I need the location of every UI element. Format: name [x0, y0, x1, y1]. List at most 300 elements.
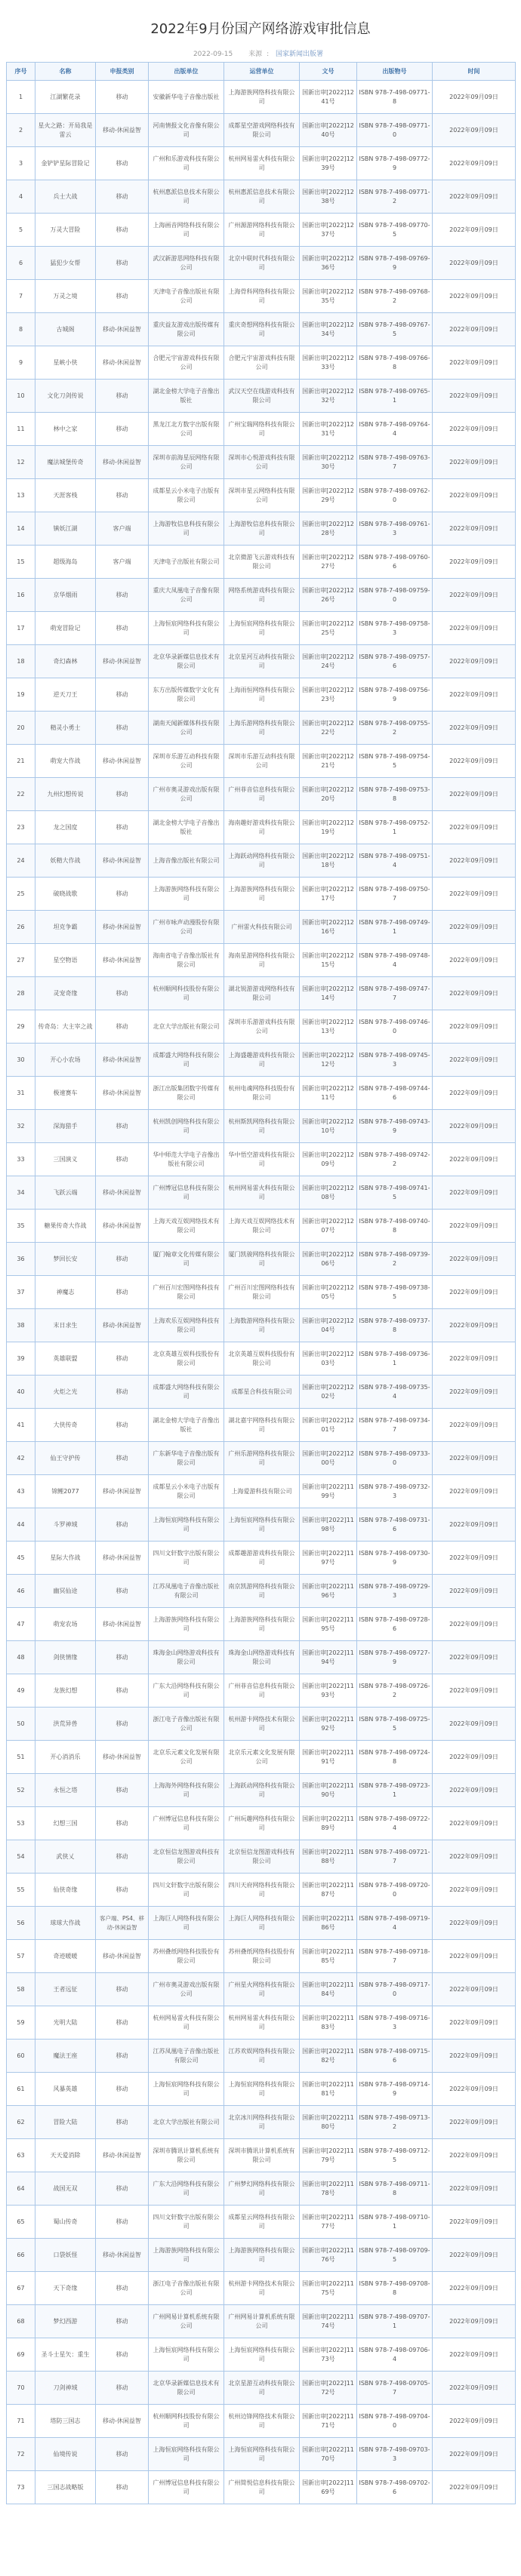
row-index: 9	[7, 346, 35, 380]
approval-number: 国新出审[2022]1206号	[300, 1243, 357, 1276]
approval-number: 国新出审[2022]1228号	[300, 512, 357, 546]
approval-number: 国新出审[2022]1199号	[300, 1475, 357, 1508]
approval-date: 2022年09月09日	[433, 1708, 516, 1741]
category: 移动-休闲益智	[96, 844, 149, 878]
table-row	[7, 2239, 516, 2272]
category: 移动	[96, 380, 149, 413]
approval-date: 2022年09月09日	[433, 1110, 516, 1143]
source-label: 来源 : 国家新闻出版署	[248, 51, 324, 58]
operator: 杭州游卡网络技术有限公司	[224, 2272, 300, 2305]
isbn-number: ISBN 978-7-498-09702-6	[357, 2471, 433, 2504]
approval-date: 2022年09月09日	[433, 1542, 516, 1575]
table-row	[7, 1608, 516, 1641]
game-name: 剑侠情缘	[35, 1641, 96, 1674]
isbn-number: ISBN 978-7-498-09745-3	[357, 1044, 433, 1077]
row-index: 69	[7, 2338, 35, 2372]
publisher: 成都星云小米电子出版有限公司	[149, 1475, 224, 1508]
category: 移动	[96, 1442, 149, 1475]
row-index: 54	[7, 1840, 35, 1874]
game-name: 梦幻西游	[35, 2305, 96, 2338]
category: 移动-休闲益智	[96, 2139, 149, 2172]
approval-number: 国新出审[2022]1201号	[300, 1409, 357, 1442]
approval-date: 2022年09月09日	[433, 1309, 516, 1342]
approval-number: 国新出审[2022]1207号	[300, 1210, 357, 1243]
operator: 上海数游网络科技有限公司	[224, 1309, 300, 1342]
table-row	[7, 2272, 516, 2305]
publisher: 天津电子出版社有限公司	[149, 546, 224, 579]
publisher: 四川文轩数字出版有限公司	[149, 2206, 224, 2239]
operator: 上海游牧信息科技有限公司	[224, 512, 300, 546]
table-row	[7, 977, 516, 1010]
table-row	[7, 2006, 516, 2040]
category: 移动-休闲益智	[96, 1608, 149, 1641]
publisher: 江苏凤凰电子音像出版社有限公司	[149, 1575, 224, 1608]
operator: 北京冰川网络科技有限公司	[224, 2106, 300, 2139]
row-index: 3	[7, 147, 35, 180]
approval-date: 2022年09月09日	[433, 479, 516, 512]
operator: 广州乐游网络科技有限公司	[224, 1442, 300, 1475]
game-name: 妖精大作战	[35, 844, 96, 878]
approval-number: 国新出审[2022]1240号	[300, 114, 357, 147]
row-index: 37	[7, 1276, 35, 1309]
table-row	[7, 2438, 516, 2471]
publisher: 武汉新游思网络科技有限公司	[149, 247, 224, 280]
publisher: 安徽新华电子音像出版社	[149, 81, 224, 114]
header-operator: 运营单位	[224, 63, 300, 81]
category: 移动	[96, 2471, 149, 2504]
approval-number: 国新出审[2022]1212号	[300, 1044, 357, 1077]
category: 移动	[96, 778, 149, 811]
publisher: 成都星云小米电子出版有限公司	[149, 479, 224, 512]
approval-date: 2022年09月09日	[433, 1840, 516, 1874]
row-index: 53	[7, 1807, 35, 1840]
table-row	[7, 2305, 516, 2338]
table-row	[7, 1243, 516, 1276]
isbn-number: ISBN 978-7-498-09705-7	[357, 2372, 433, 2405]
publisher: 河南情报文化音像有限公司	[149, 114, 224, 147]
operator: 广州星火网络科技有限公司	[224, 1973, 300, 2006]
game-name: 天涯客栈	[35, 479, 96, 512]
operator: 华中悟空游戏科技有限公司	[224, 1143, 300, 1176]
row-index: 12	[7, 446, 35, 479]
approval-date: 2022年09月09日	[433, 1940, 516, 1973]
isbn-number: ISBN 978-7-498-09718-7	[357, 1940, 433, 1973]
category: 移动	[96, 1708, 149, 1741]
table-row	[7, 1276, 516, 1309]
row-index: 40	[7, 1376, 35, 1409]
row-index: 73	[7, 2471, 35, 2504]
category: 移动	[96, 1243, 149, 1276]
isbn-number: ISBN 978-7-498-09720-0	[357, 1874, 433, 1907]
table-row	[7, 844, 516, 878]
category: 移动	[96, 811, 149, 844]
operator: 广州梦幻网络科技有限公司	[224, 2172, 300, 2206]
publisher: 广州博冠信息科技有限公司	[149, 1807, 224, 1840]
operator: 上海游族网络科技有限公司	[224, 878, 300, 911]
operator: 上海恒宸网络科技有限公司	[224, 2073, 300, 2106]
approval-date: 2022年09月09日	[433, 712, 516, 745]
table-row	[7, 1840, 516, 1874]
row-index: 6	[7, 247, 35, 280]
game-name: 深海猎手	[35, 1110, 96, 1143]
game-name: 塔防三国志	[35, 2405, 96, 2438]
game-name: 古城阁	[35, 313, 96, 346]
approval-date: 2022年09月09日	[433, 2272, 516, 2305]
category: 移动	[96, 1874, 149, 1907]
isbn-number: ISBN 978-7-498-09738-5	[357, 1276, 433, 1309]
category: 移动	[96, 1774, 149, 1807]
game-name: 梦回长安	[35, 1243, 96, 1276]
operator: 杭州游卡网络技术有限公司	[224, 1708, 300, 1741]
category: 移动	[96, 1010, 149, 1044]
approval-number: 国新出审[2022]1198号	[300, 1508, 357, 1542]
publisher: 浙江电子音像出版社有限公司	[149, 2272, 224, 2305]
publisher: 成都盛大网络科技有限公司	[149, 1044, 224, 1077]
game-name: 战国无双	[35, 2172, 96, 2206]
approval-date: 2022年09月09日	[433, 1409, 516, 1442]
table-row	[7, 2040, 516, 2073]
operator: 广州玩趣网络科技有限公司	[224, 1807, 300, 1840]
category: 移动-休闲益智	[96, 645, 149, 678]
operator: 北京星河互动科技有限公司	[224, 645, 300, 678]
game-name: 精灵小勇士	[35, 712, 96, 745]
publisher: 上海恒宸网络科技有限公司	[149, 1508, 224, 1542]
row-index: 48	[7, 1641, 35, 1674]
table-row	[7, 1342, 516, 1376]
operator: 上海恒宸网络科技有限公司	[224, 2338, 300, 2372]
operator: 江苏欢娱网络科技有限公司	[224, 2040, 300, 2073]
source-name[interactable]: 国家新闻出版署	[276, 51, 324, 58]
isbn-number: ISBN 978-7-498-09760-6	[357, 546, 433, 579]
row-index: 71	[7, 2405, 35, 2438]
isbn-number: ISBN 978-7-498-09771-2	[357, 180, 433, 214]
table-row	[7, 1044, 516, 1077]
approval-date: 2022年09月09日	[433, 977, 516, 1010]
table-row	[7, 2206, 516, 2239]
isbn-number: ISBN 978-7-498-09710-1	[357, 2206, 433, 2239]
publisher: 上海恒宸网络科技有限公司	[149, 2438, 224, 2471]
approval-date: 2022年09月09日	[433, 1475, 516, 1508]
table-row	[7, 380, 516, 413]
approval-date: 2022年09月09日	[433, 2206, 516, 2239]
table-row	[7, 1143, 516, 1176]
table-row	[7, 313, 516, 346]
approval-number: 国新出审[2022]1209号	[300, 1143, 357, 1176]
approval-date: 2022年09月09日	[433, 2239, 516, 2272]
game-name: 九州幻想传说	[35, 778, 96, 811]
game-name: 文化刀剑传说	[35, 380, 96, 413]
operator: 广州菲音信息科技有限公司	[224, 778, 300, 811]
approval-date: 2022年09月09日	[433, 2139, 516, 2172]
isbn-number: ISBN 978-7-498-09747-7	[357, 977, 433, 1010]
category: 移动	[96, 1409, 149, 1442]
category: 移动	[96, 147, 149, 180]
game-name: 魔法王座	[35, 2040, 96, 2073]
approval-number: 国新出审[2022]1175号	[300, 2272, 357, 2305]
row-index: 18	[7, 645, 35, 678]
isbn-number: ISBN 978-7-498-09729-3	[357, 1575, 433, 1608]
approval-number: 国新出审[2022]1235号	[300, 280, 357, 313]
table-row	[7, 2372, 516, 2405]
isbn-number: ISBN 978-7-498-09748-4	[357, 944, 433, 977]
isbn-number: ISBN 978-7-498-09712-5	[357, 2139, 433, 2172]
isbn-number: ISBN 978-7-498-09715-6	[357, 2040, 433, 2073]
publisher: 北京大学出版社有限公司	[149, 2106, 224, 2139]
approval-date: 2022年09月09日	[433, 81, 516, 114]
publisher: 四川文轩数字出版有限公司	[149, 1542, 224, 1575]
table-row	[7, 1508, 516, 1542]
game-name: 龙族幻想	[35, 1674, 96, 1708]
game-name: 开心消消乐	[35, 1741, 96, 1774]
publisher: 上海欢乐互娱网络科技有限公司	[149, 1309, 224, 1342]
operator: 上海乐游网络科技有限公司	[224, 712, 300, 745]
operator: 成都星云网络科技有限公司	[224, 2206, 300, 2239]
approval-date: 2022年09月09日	[433, 2372, 516, 2405]
approval-number: 国新出审[2022]1241号	[300, 81, 357, 114]
game-name: 京华烟雨	[35, 579, 96, 612]
isbn-number: ISBN 978-7-498-09759-0	[357, 579, 433, 612]
game-name: 末日求生	[35, 1309, 96, 1342]
approval-number: 国新出审[2022]1171号	[300, 2405, 357, 2438]
game-name: 火炬之光	[35, 1376, 96, 1409]
row-index: 45	[7, 1542, 35, 1575]
approval-number: 国新出审[2022]1208号	[300, 1176, 357, 1210]
game-name: 锦鲤2077	[35, 1475, 96, 1508]
table-row	[7, 1442, 516, 1475]
approval-number: 国新出审[2022]1223号	[300, 678, 357, 712]
approval-date: 2022年09月09日	[433, 1077, 516, 1110]
operator: 北京中联时代科技有限公司	[224, 247, 300, 280]
row-index: 29	[7, 1010, 35, 1044]
table-row	[7, 1309, 516, 1342]
game-name: 魔法城堡传奇	[35, 446, 96, 479]
table-row	[7, 2073, 516, 2106]
row-index: 27	[7, 944, 35, 977]
operator: 广州雷火科技有限公司	[224, 911, 300, 944]
publisher: 杭州顺网科技股份有限公司	[149, 2405, 224, 2438]
operator: 北京乐元素文化发展有限公司	[224, 1741, 300, 1774]
row-index: 47	[7, 1608, 35, 1641]
approval-number: 国新出审[2022]1216号	[300, 911, 357, 944]
approval-number: 国新出审[2022]1196号	[300, 1575, 357, 1608]
publisher: 上海海外网络科技有限公司	[149, 1774, 224, 1807]
row-index: 4	[7, 180, 35, 214]
category: 移动	[96, 2073, 149, 2106]
category: 客户端	[96, 512, 149, 546]
table-row	[7, 2172, 516, 2206]
category: 移动	[96, 2206, 149, 2239]
isbn-number: ISBN 978-7-498-09763-7	[357, 446, 433, 479]
approval-date: 2022年09月09日	[433, 1508, 516, 1542]
row-index: 42	[7, 1442, 35, 1475]
row-index: 2	[7, 114, 35, 147]
approval-date: 2022年09月09日	[433, 512, 516, 546]
isbn-number: ISBN 978-7-498-09766-8	[357, 346, 433, 380]
row-index: 33	[7, 1143, 35, 1176]
category: 移动	[96, 1973, 149, 2006]
approval-number: 国新出审[2022]1220号	[300, 778, 357, 811]
operator: 广州菲音信息科技有限公司	[224, 1674, 300, 1708]
game-name: 坦克争霸	[35, 911, 96, 944]
game-name: 天天爱消除	[35, 2139, 96, 2172]
publisher: 广东大沿网络科技有限公司	[149, 2172, 224, 2206]
row-index: 21	[7, 745, 35, 778]
row-index: 64	[7, 2172, 35, 2206]
row-index: 67	[7, 2272, 35, 2305]
table-row	[7, 1542, 516, 1575]
game-name: 传奇岛：大主宰之战	[35, 1010, 96, 1044]
publisher: 广州网易计算机系统有限公司	[149, 2305, 224, 2338]
isbn-number: ISBN 978-7-498-09753-8	[357, 778, 433, 811]
publisher: 北京恒信龙图游戏科技有限公司	[149, 1840, 224, 1874]
category: 移动	[96, 1276, 149, 1309]
table-row	[7, 1176, 516, 1210]
isbn-number: ISBN 978-7-498-09723-1	[357, 1774, 433, 1807]
approval-number: 国新出审[2022]1187号	[300, 1874, 357, 1907]
game-name: 球球大作战	[35, 1907, 96, 1940]
row-index: 44	[7, 1508, 35, 1542]
isbn-number: ISBN 978-7-498-09721-7	[357, 1840, 433, 1874]
table-row	[7, 2405, 516, 2438]
category: 移动	[96, 247, 149, 280]
approval-number: 国新出审[2022]1203号	[300, 1342, 357, 1376]
table-row	[7, 147, 516, 180]
approval-date: 2022年09月09日	[433, 180, 516, 214]
approval-date: 2022年09月09日	[433, 1143, 516, 1176]
isbn-number: ISBN 978-7-498-09719-4	[357, 1907, 433, 1940]
approval-date: 2022年09月09日	[433, 2405, 516, 2438]
category: 移动-休闲益智	[96, 1741, 149, 1774]
approval-date: 2022年09月09日	[433, 1376, 516, 1409]
table-row	[7, 346, 516, 380]
publisher: 深圳市腾讯计算机系统有限公司	[149, 2139, 224, 2172]
approval-number: 国新出审[2022]1221号	[300, 745, 357, 778]
publisher: 广州博冠信息科技有限公司	[149, 1176, 224, 1210]
operator: 北京微游飞云游戏科技有限公司	[224, 546, 300, 579]
publisher: 厦门翰章文化传媒有限公司	[149, 1243, 224, 1276]
table-row	[7, 446, 516, 479]
table-row	[7, 1807, 516, 1840]
category: 移动-休闲益智	[96, 313, 149, 346]
approval-number: 国新出审[2022]1172号	[300, 2372, 357, 2405]
isbn-number: ISBN 978-7-498-09755-2	[357, 712, 433, 745]
game-name: 冒险大陆	[35, 2106, 96, 2139]
operator: 上海巨人网络科技有限公司	[224, 1907, 300, 1940]
approval-date: 2022年09月09日	[433, 1741, 516, 1774]
isbn-number: ISBN 978-7-498-09765-1	[357, 380, 433, 413]
approval-number: 国新出审[2022]1226号	[300, 579, 357, 612]
game-name: 超级海岛	[35, 546, 96, 579]
operator: 上海恒宸网络科技有限公司	[224, 612, 300, 645]
approval-number: 国新出审[2022]1234号	[300, 313, 357, 346]
row-index: 34	[7, 1176, 35, 1210]
operator: 厦门凯骏网络科技有限公司	[224, 1243, 300, 1276]
game-name: 永恒之塔	[35, 1774, 96, 1807]
game-name: 金铲铲星际冒险记	[35, 147, 96, 180]
isbn-number: ISBN 978-7-498-09752-1	[357, 811, 433, 844]
approval-number: 国新出审[2022]1205号	[300, 1276, 357, 1309]
publisher: 湖南天闻新媒体科技有限公司	[149, 712, 224, 745]
row-index: 65	[7, 2206, 35, 2239]
row-index: 46	[7, 1575, 35, 1608]
publisher: 上海音像出版社有限公司	[149, 844, 224, 878]
game-name: 糖果传奇大作战	[35, 1210, 96, 1243]
publisher: 广州市咏声动漫股份有限公司	[149, 911, 224, 944]
isbn-number: ISBN 978-7-498-09703-3	[357, 2438, 433, 2471]
publisher: 北京大学出版社有限公司	[149, 1010, 224, 1044]
operator: 四川天府网络科技有限公司	[224, 1874, 300, 1907]
category: 移动	[96, 1110, 149, 1143]
table-row	[7, 579, 516, 612]
category: 移动	[96, 2006, 149, 2040]
row-index: 24	[7, 844, 35, 878]
game-name: 镇妖江湖	[35, 512, 96, 546]
publisher: 广州和乐游戏科技有限公司	[149, 147, 224, 180]
game-name: 大侠传奇	[35, 1409, 96, 1442]
row-index: 57	[7, 1940, 35, 1973]
table-row	[7, 1475, 516, 1508]
game-name: 猛犯少女帮	[35, 247, 96, 280]
category: 移动	[96, 612, 149, 645]
category: 移动	[96, 2438, 149, 2471]
category: 移动-休闲益智	[96, 1176, 149, 1210]
table-row	[7, 1907, 516, 1940]
approval-table	[6, 62, 516, 2504]
table-row	[7, 512, 516, 546]
approval-number: 国新出审[2022]1231号	[300, 413, 357, 446]
operator: 杭州网易雷火科技有限公司	[224, 2006, 300, 2040]
game-name: 王者远征	[35, 1973, 96, 2006]
category: 移动	[96, 180, 149, 214]
operator: 杭州网易雷火科技有限公司	[224, 147, 300, 180]
header-isbn: 出版物号	[357, 63, 433, 81]
approval-number: 国新出审[2022]1193号	[300, 1674, 357, 1708]
approval-date: 2022年09月09日	[433, 745, 516, 778]
isbn-number: ISBN 978-7-498-09771-0	[357, 114, 433, 147]
table-row	[7, 479, 516, 512]
game-name: 逆天刀王	[35, 678, 96, 712]
approval-date: 2022年09月09日	[433, 878, 516, 911]
operator: 上海恒宸网络科技有限公司	[224, 2438, 300, 2471]
operator: 杭州网易雷火科技有限公司	[224, 1176, 300, 1210]
approval-date: 2022年09月09日	[433, 280, 516, 313]
row-index: 43	[7, 1475, 35, 1508]
category: 移动-休闲益智	[96, 1542, 149, 1575]
category: 移动-休闲益智	[96, 911, 149, 944]
publisher: 东方出版传媒数字文化有限公司	[149, 678, 224, 712]
isbn-number: ISBN 978-7-498-09750-7	[357, 878, 433, 911]
game-name: 英雄联盟	[35, 1342, 96, 1376]
approval-number: 国新出审[2022]1236号	[300, 247, 357, 280]
isbn-number: ISBN 978-7-498-09761-3	[357, 512, 433, 546]
operator: 湖北锐游游戏网络科技有限公司	[224, 977, 300, 1010]
isbn-number: ISBN 978-7-498-09769-9	[357, 247, 433, 280]
table-row	[7, 612, 516, 645]
operator: 广州宝瑞网络科技有限公司	[224, 413, 300, 446]
category: 移动	[96, 2338, 149, 2372]
game-name: 星空物语	[35, 944, 96, 977]
publisher: 杭州凯创网络科技有限公司	[149, 1110, 224, 1143]
table-row	[7, 1077, 516, 1110]
approval-number: 国新出审[2022]1214号	[300, 977, 357, 1010]
row-index: 38	[7, 1309, 35, 1342]
approval-date: 2022年09月09日	[433, 1774, 516, 1807]
table-row	[7, 81, 516, 114]
approval-number: 国新出审[2022]1239号	[300, 147, 357, 180]
approval-number: 国新出审[2022]1181号	[300, 2073, 357, 2106]
operator: 上海骨科网络科技有限公司	[224, 280, 300, 313]
row-index: 41	[7, 1409, 35, 1442]
